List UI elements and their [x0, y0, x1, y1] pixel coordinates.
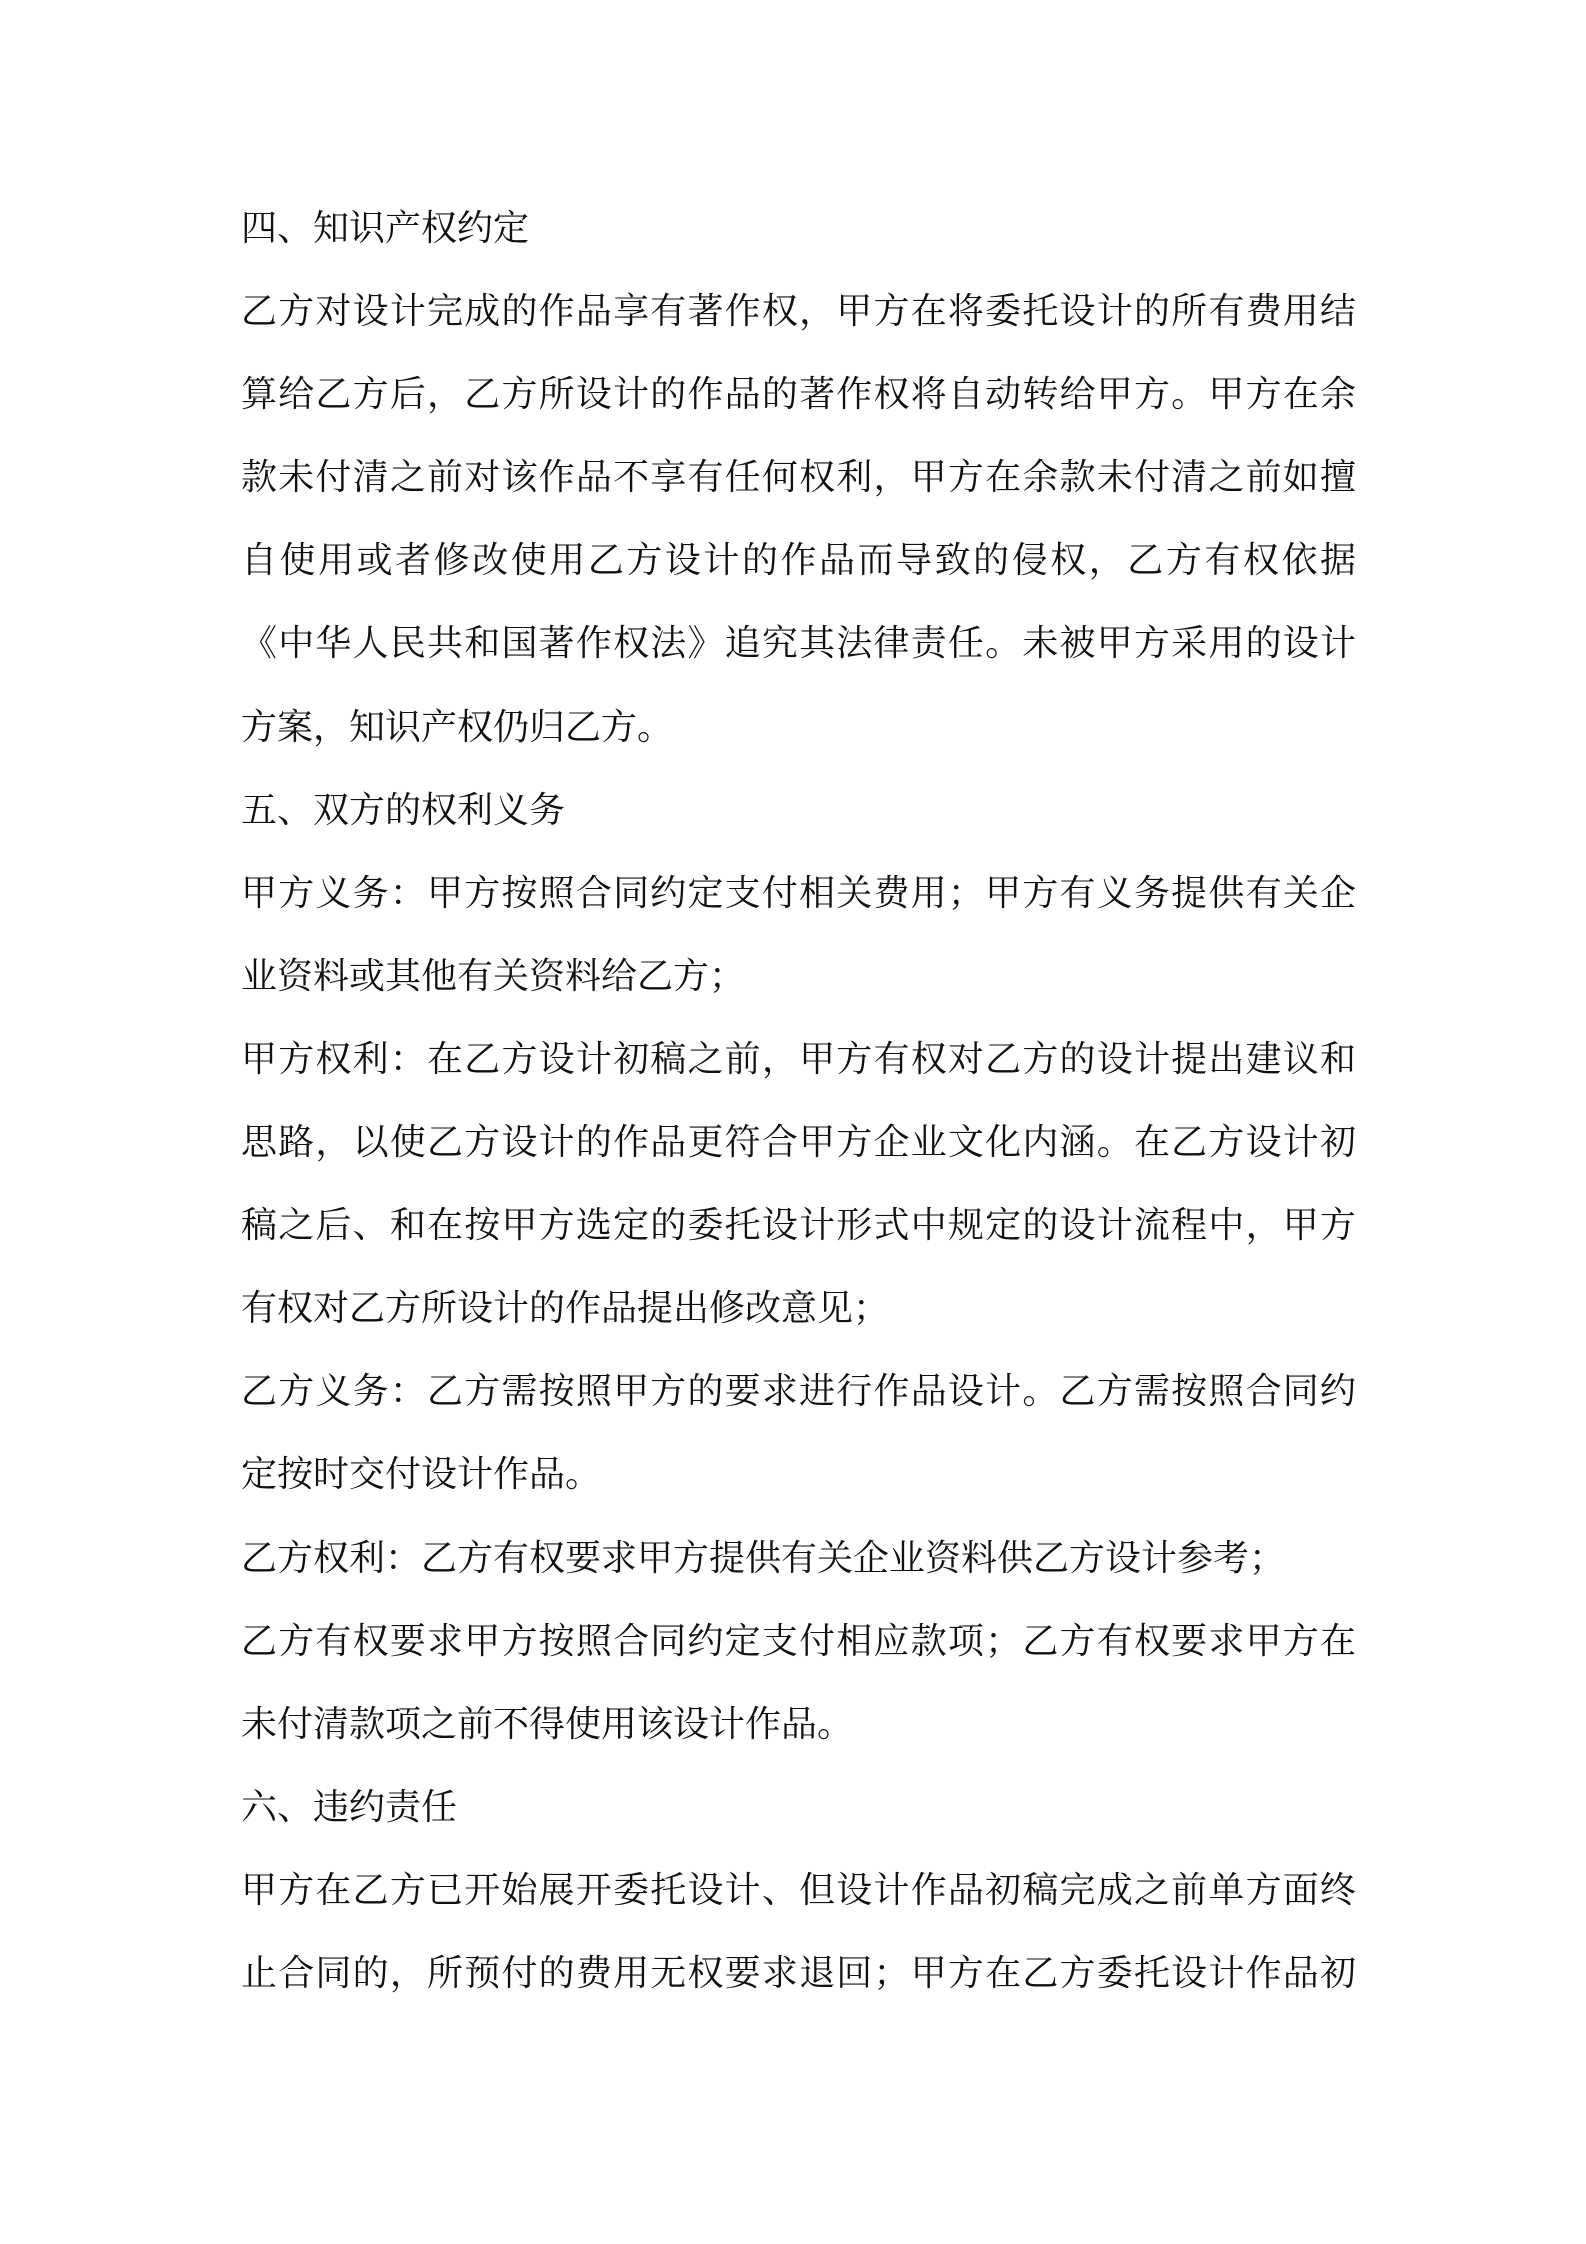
paragraph-line: 款未付清之前对该作品不享有任何权利，甲方在余款未付清之前如擅 [241, 457, 1356, 499]
paragraph-line: 算给乙方后，乙方所设计的作品的著作权将自动转给甲方。甲方在余 [241, 374, 1356, 416]
paragraph-line: 思路，以使乙方设计的作品更符合甲方企业文化内涵。在乙方设计初 [241, 1122, 1356, 1164]
paragraph-line: 定按时交付设计作品。 [241, 1454, 602, 1496]
document-body [241, 200, 1356, 2028]
paragraph-line: 自使用或者修改使用乙方设计的作品而导致的侵权，乙方有权依据 [241, 540, 1356, 582]
paragraph-line: 稿之后、和在按甲方选定的委托设计形式中规定的设计流程中，甲方 [241, 1205, 1356, 1247]
paragraph-line: 乙方对设计完成的作品享有著作权，甲方在将委托设计的所有费用结 [241, 291, 1356, 333]
paragraph-line: 乙方有权要求甲方按照合同约定支付相应款项；乙方有权要求甲方在 [241, 1620, 1356, 1662]
paragraph-line: 甲方权利：在乙方设计初稿之前，甲方有权对乙方的设计提出建议和 [241, 1038, 1356, 1080]
paragraph-line: 业资料或其他有关资料给乙方； [241, 955, 746, 997]
paragraph-line: 乙方权利：乙方有权要求甲方提供有关企业资料供乙方设计参考； [241, 1537, 1286, 1579]
paragraph-line: 乙方义务：乙方需按照甲方的要求进行作品设计。乙方需按照合同约 [241, 1371, 1356, 1413]
section-heading-breach: 六、违约责任 [241, 1786, 458, 1828]
paragraph-line: 止合同的，所预付的费用无权要求退回；甲方在乙方委托设计作品初 [241, 1952, 1356, 1994]
paragraph-line: 未付清款项之前不得使用该设计作品。 [241, 1703, 854, 1745]
paragraph-line: 甲方在乙方已开始展开委托设计、但设计作品初稿完成之前单方面终 [241, 1869, 1356, 1911]
paragraph-line: 《中华人民共和国著作权法》追究其法律责任。未被甲方采用的设计 [241, 623, 1356, 665]
paragraph-line: 方案，知识产权仍归乙方。 [241, 706, 674, 748]
paragraph-line: 甲方义务：甲方按照合同约定支付相关费用；甲方有义务提供有关企 [241, 872, 1356, 914]
section-heading-ip: 四、知识产权约定 [241, 208, 530, 249]
section-heading-rights: 五、双方的权利义务 [241, 789, 566, 831]
paragraph-line: 有权对乙方所设计的作品提出修改意见； [241, 1288, 890, 1330]
